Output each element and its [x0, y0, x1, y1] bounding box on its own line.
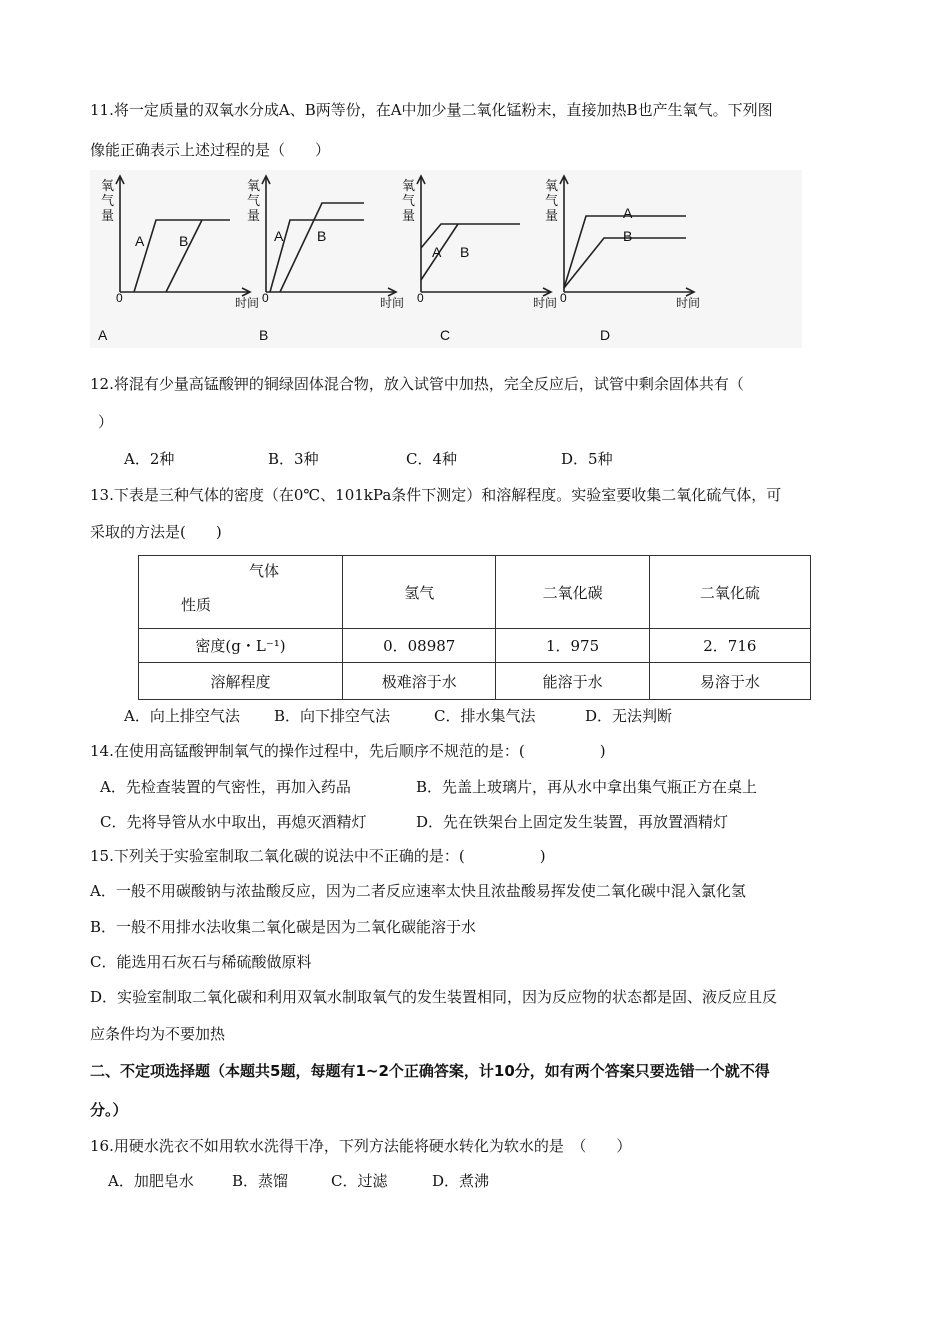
graph-a-ylabel-1: 氧 [101, 178, 115, 193]
graph-d-ylabel [545, 178, 558, 223]
q14-option-b: B．先盖上玻璃片，再从水中拿出集气瓶正方在桌上 [416, 778, 758, 796]
table-density-so2: 2．716 [649, 629, 810, 663]
graph-c-series-a: A [432, 244, 442, 260]
q15-option-c: C．能选用石灰石与稀硫酸做原料 [90, 953, 312, 971]
graph-c-origin: 0 [417, 291, 424, 305]
graph-a-ylabel-3: 量 [101, 208, 115, 223]
graph-a-line-a [134, 220, 230, 292]
graph-b-line-b [280, 203, 364, 292]
graph-d-line-b [564, 238, 686, 288]
graph-c-ylabel-3: 量 [402, 208, 416, 223]
graph-b-xlabel: 时间 [380, 296, 405, 310]
q11-graphs-svg [90, 170, 802, 348]
graph-a-ylabel-2: 气 [101, 193, 115, 208]
table-solubility-hydrogen: 极难溶于水 [343, 663, 496, 700]
graph-option-b: B [259, 327, 269, 343]
q12-stem-line1: 12.将混有少量高锰酸钾的铜绿固体混合物，放入试管中加热，完全反应后，试管中剩余固体共有（ [90, 375, 744, 393]
graph-b-series-a: A [274, 228, 284, 244]
q13-option-c: C．排水集气法 [434, 707, 536, 725]
graph-d-line-a [564, 216, 686, 288]
table-row-density [139, 629, 811, 663]
q14-option-c: C．先将导管从水中取出，再熄灭酒精灯 [100, 813, 367, 831]
q11-graphs [90, 170, 802, 348]
graph-c-xlabel: 时间 [533, 296, 558, 310]
table-corner-gas: 气体 [249, 562, 280, 580]
q14-option-a: A．先检查装置的气密性，再加入药品 [100, 778, 351, 796]
table-solubility-label: 溶解程度 [139, 663, 343, 700]
q15-option-b: B．一般不用排水法收集二氧化碳是因为二氧化碳能溶于水 [90, 918, 477, 936]
graph-a-origin: 0 [116, 291, 123, 305]
q14-stem: 14.在使用高锰酸钾制氧气的操作过程中，先后顺序不规范的是：( ) [90, 742, 606, 760]
graph-a-line-b [166, 220, 202, 292]
graph-c-series-b: B [460, 244, 470, 260]
table-header-co2: 二氧化碳 [496, 556, 649, 629]
q16-option-d: D．煮沸 [432, 1172, 490, 1190]
graph-b-series-b: B [317, 228, 327, 244]
q14-option-d: D．先在铁架台上固定发生装置，再放置酒精灯 [416, 813, 729, 831]
q15-stem: 15.下列关于实验室制取二氧化碳的说法中不正确的是：( ) [90, 847, 546, 865]
q12-option-a: A．2种 [124, 450, 175, 468]
q13-stem-line2: 采取的方法是( ) [90, 523, 222, 541]
graph-d-origin: 0 [560, 291, 567, 305]
table-density-hydrogen: 0．08987 [343, 629, 496, 663]
section2-heading-line1: 二、不定项选择题（本题共5题，每题有1~2个正确答案，计10分，如有两个答案只要选错一个就不得 [90, 1062, 770, 1080]
q11-stem-line2: 像能正确表示上述过程的是（ ） [90, 141, 331, 159]
table-solubility-so2: 易溶于水 [649, 663, 810, 700]
gas-properties-table [138, 555, 811, 700]
table-header-hydrogen: 氢气 [343, 556, 496, 629]
graph-c-ylabel-1: 氧 [402, 178, 416, 193]
graph-a-xlabel: 时间 [235, 296, 260, 310]
section2-heading-line2: 分。） [90, 1101, 128, 1119]
graph-d-ylabel-1: 氧 [545, 178, 559, 193]
q15-option-d-line1: D．实验室制取二氧化碳和利用双氧水制取氧气的发生装置相同，因为反应物的状态都是固、液反应且反 [90, 988, 778, 1006]
table-row-solubility [139, 663, 811, 700]
graph-option-a: A [98, 327, 108, 343]
graph-d-xlabel: 时间 [676, 296, 701, 310]
q16-option-b: B．蒸馏 [232, 1172, 289, 1190]
graph-b-ylabel-3: 量 [247, 208, 261, 223]
graph-c-ylabel-2: 气 [402, 193, 416, 208]
table-density-label: 密度(g・L⁻¹) [139, 629, 343, 663]
graph-d-ylabel-2: 气 [545, 193, 559, 208]
table-corner-cell [139, 556, 343, 629]
table-corner-property: 性质 [181, 596, 212, 614]
q12-option-d: D．5种 [561, 450, 613, 468]
graph-option-d: D [600, 327, 611, 343]
q13-stem-line1: 13.下表是三种气体的密度（在0℃、101kPa条件下测定）和溶解程度。实验室要收集二氧化硫气体，可 [90, 486, 782, 504]
q11-stem-line1: 11.将一定质量的双氧水分成A、B两等份，在A中加少量二氧化锰粉末，直接加热B也产生氧气。下列图 [90, 101, 773, 119]
table-corner [139, 556, 342, 628]
q12-option-c: C．4种 [406, 450, 458, 468]
q16-option-c: C．过滤 [331, 1172, 388, 1190]
graph-a-series-a: A [135, 233, 145, 249]
table-header-so2: 二氧化硫 [649, 556, 810, 629]
graph-c-ylabel [402, 178, 415, 223]
table-density-co2: 1．975 [496, 629, 649, 663]
graph-d-series-b: B [623, 228, 633, 244]
graph-b-ylabel-2: 气 [247, 193, 261, 208]
q15-option-d-line2: 应条件均为不要加热 [90, 1025, 226, 1043]
q12-stem-line2: ） [98, 413, 114, 431]
graph-b-origin: 0 [262, 291, 269, 305]
graph-d-series-a: A [623, 205, 633, 221]
q12-option-b: B．3种 [268, 450, 319, 468]
graph-d-ylabel-3: 量 [545, 208, 559, 223]
graph-b-ylabel-1: 氧 [247, 178, 261, 193]
q15-option-a: A．一般不用碳酸钠与浓盐酸反应，因为二者反应速率太快且浓盐酸易挥发使二氧化碳中混入氯化氢 [90, 882, 746, 900]
q13-option-d: D．无法判断 [585, 707, 673, 725]
graph-a-series-b: B [179, 233, 189, 249]
table-row-header [139, 556, 811, 629]
graph-b-ylabel [247, 178, 260, 223]
table-solubility-co2: 能溶于水 [496, 663, 649, 700]
q13-option-b: B．向下排空气法 [274, 707, 391, 725]
graph-a-ylabel [101, 178, 114, 223]
q16-option-a: A．加肥皂水 [108, 1172, 194, 1190]
graph-option-c: C [440, 327, 451, 343]
q16-stem: 16.用硬水洗衣不如用软水洗得干净，下列方法能将硬水转化为软水的是 （ ） [90, 1137, 632, 1155]
q13-option-a: A．向上排空气法 [124, 707, 240, 725]
